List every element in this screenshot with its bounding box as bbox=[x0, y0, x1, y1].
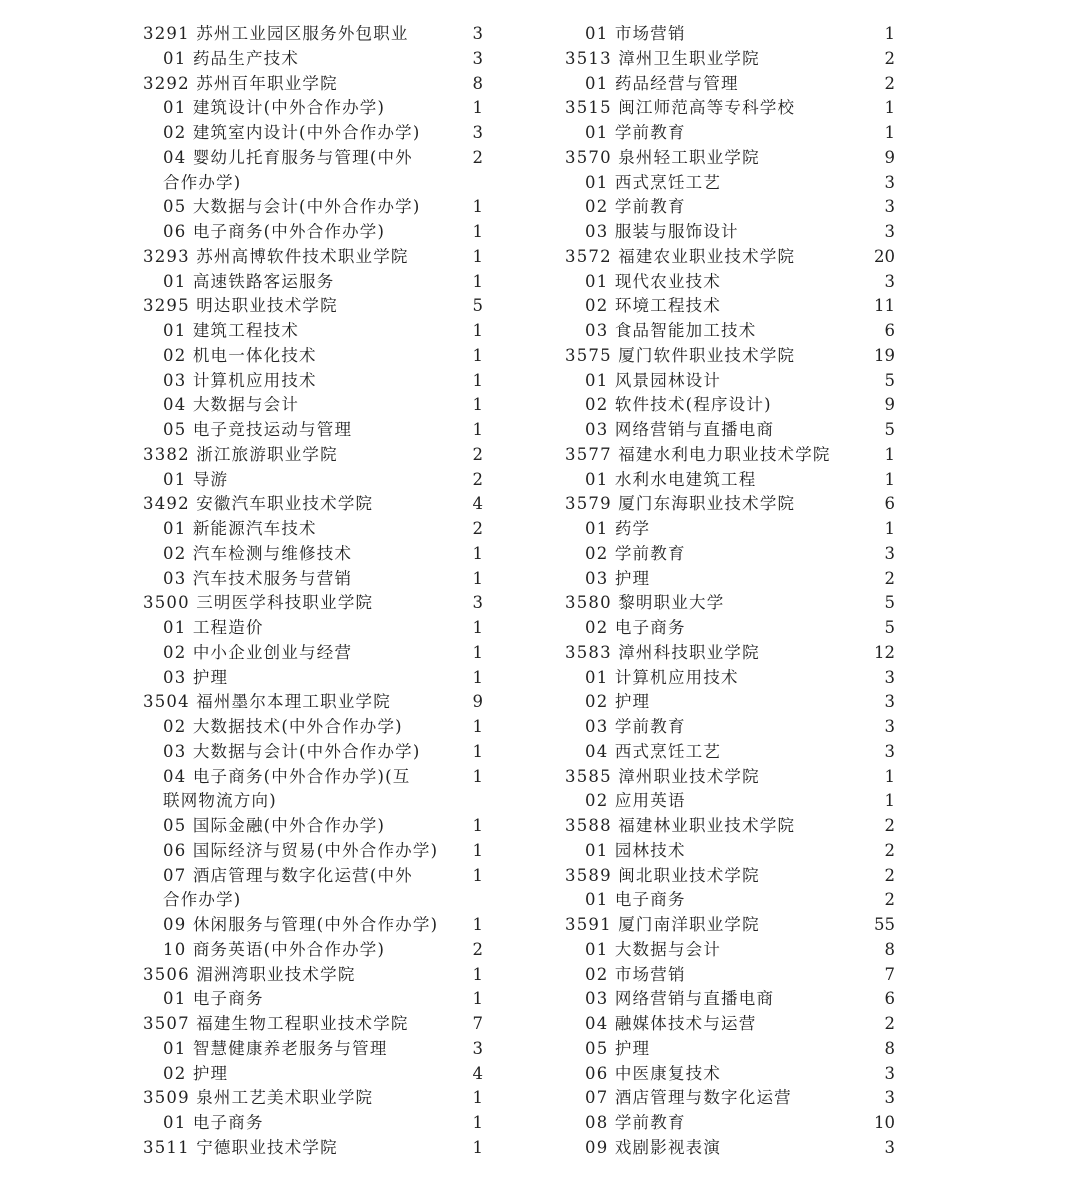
enrollment-count: 10 bbox=[874, 1113, 895, 1132]
program-name: 01 高速铁路客运服务 bbox=[163, 271, 335, 291]
school-name: 3507 福建生物工程职业技术学院 bbox=[143, 1014, 409, 1033]
program-name: 01 电子商务 bbox=[163, 1113, 264, 1132]
school-name: 3509 泉州工艺美术职业学院 bbox=[143, 1088, 374, 1108]
program-row bbox=[565, 542, 895, 567]
program-row bbox=[565, 195, 895, 220]
program-name: 02 护理 bbox=[163, 1063, 229, 1083]
program-name: 联网物流方向) bbox=[163, 791, 277, 811]
enrollment-count: 3 bbox=[472, 48, 483, 68]
enrollment-count: 2 bbox=[472, 469, 483, 489]
program-name: 02 建筑室内设计(中外合作办学) bbox=[163, 123, 421, 142]
program-name: 01 工程造价 bbox=[163, 618, 264, 637]
program-row bbox=[143, 344, 483, 369]
enrollment-count: 6 bbox=[884, 321, 895, 340]
enrollment-count: 2 bbox=[884, 73, 895, 93]
enrollment-count: 1 bbox=[472, 222, 483, 241]
enrollment-count: 5 bbox=[884, 618, 895, 637]
program-row bbox=[565, 666, 895, 691]
enrollment-count: 7 bbox=[884, 964, 895, 984]
school-name: 3506 湄洲湾职业技术学院 bbox=[143, 964, 356, 984]
enrollment-count: 1 bbox=[884, 469, 895, 489]
program-row bbox=[143, 369, 483, 394]
program-name: 01 风景园林设计 bbox=[585, 370, 722, 390]
enrollment-count: 1 bbox=[472, 197, 483, 217]
program-row bbox=[565, 270, 895, 295]
program-name: 03 护理 bbox=[585, 568, 651, 588]
enrollment-count: 8 bbox=[884, 939, 895, 959]
program-name: 02 市场营销 bbox=[585, 964, 686, 984]
program-row bbox=[565, 171, 895, 196]
enrollment-count: 1 bbox=[472, 395, 483, 415]
enrollment-count: 3 bbox=[884, 667, 895, 687]
program-row bbox=[143, 740, 483, 765]
school-row bbox=[565, 591, 895, 616]
program-row bbox=[565, 789, 895, 814]
school-name: 3291 苏州工业园区服务外包职业 bbox=[143, 24, 409, 43]
program-name: 01 药品经营与管理 bbox=[585, 73, 739, 93]
school-row bbox=[143, 294, 483, 319]
program-row bbox=[143, 987, 483, 1012]
program-name: 02 中小企业创业与经营 bbox=[163, 642, 353, 662]
school-name: 3589 闽北职业技术学院 bbox=[565, 865, 760, 885]
program-name: 05 大数据与会计(中外合作办学) bbox=[163, 197, 421, 217]
enrollment-count: 9 bbox=[472, 692, 483, 712]
program-name: 07 酒店管理与数字化运营 bbox=[585, 1088, 792, 1108]
enrollment-count: 5 bbox=[472, 296, 483, 316]
school-row bbox=[565, 96, 895, 121]
enrollment-count: 6 bbox=[884, 989, 895, 1009]
program-name: 01 智慧健康养老服务与管理 bbox=[163, 1038, 388, 1058]
enrollment-count: 1 bbox=[472, 717, 483, 736]
program-row bbox=[143, 220, 483, 245]
program-row bbox=[143, 517, 483, 542]
program-row bbox=[143, 938, 483, 963]
right-column bbox=[565, 22, 895, 1161]
program-row bbox=[565, 839, 895, 864]
enrollment-count: 4 bbox=[472, 1063, 483, 1083]
enrollment-count: 3 bbox=[884, 172, 895, 192]
program-row bbox=[565, 740, 895, 765]
enrollment-count: 1 bbox=[472, 865, 483, 885]
enrollment-count: 1 bbox=[884, 123, 895, 142]
enrollment-count: 3 bbox=[884, 543, 895, 563]
program-row bbox=[143, 1111, 483, 1136]
school-row bbox=[565, 245, 895, 270]
enrollment-count: 1 bbox=[472, 543, 483, 563]
program-row bbox=[143, 864, 483, 889]
program-name: 01 药学 bbox=[585, 519, 651, 538]
enrollment-count: 1 bbox=[884, 98, 895, 118]
program-row bbox=[143, 270, 483, 295]
left-column bbox=[143, 22, 483, 1161]
enrollment-count: 1 bbox=[472, 420, 483, 439]
enrollment-count: 1 bbox=[884, 791, 895, 811]
program-name: 04 融媒体技术与运营 bbox=[585, 1014, 757, 1033]
school-row bbox=[565, 913, 895, 938]
program-name: 02 汽车检测与维修技术 bbox=[163, 543, 353, 563]
program-row bbox=[143, 393, 483, 418]
enrollment-count: 2 bbox=[472, 519, 483, 538]
enrollment-count: 1 bbox=[472, 98, 483, 118]
program-row bbox=[565, 963, 895, 988]
enrollment-count: 6 bbox=[884, 494, 895, 514]
enrollment-count: 1 bbox=[472, 618, 483, 637]
enrollment-count: 3 bbox=[884, 1088, 895, 1108]
program-name: 01 市场营销 bbox=[585, 24, 686, 43]
program-name: 04 电子商务(中外合作办学)(互 bbox=[163, 766, 411, 786]
school-name: 3591 厦门南洋职业学院 bbox=[565, 915, 760, 934]
school-name: 3295 明达职业技术学院 bbox=[143, 296, 338, 316]
program-name: 03 大数据与会计(中外合作办学) bbox=[163, 741, 421, 761]
enrollment-count: 3 bbox=[884, 1137, 895, 1157]
enrollment-count: 2 bbox=[884, 865, 895, 885]
enrollment-count: 8 bbox=[472, 73, 483, 93]
enrollment-count: 12 bbox=[874, 642, 895, 662]
school-row bbox=[565, 344, 895, 369]
school-name: 3579 厦门东海职业技术学院 bbox=[565, 494, 796, 514]
enrollment-count: 5 bbox=[884, 593, 895, 613]
school-row bbox=[565, 814, 895, 839]
enrollment-count: 3 bbox=[884, 197, 895, 217]
enrollment-count: 2 bbox=[884, 48, 895, 68]
program-name: 01 西式烹饪工艺 bbox=[585, 172, 722, 192]
program-name: 01 学前教育 bbox=[585, 123, 686, 142]
program-name: 01 园林技术 bbox=[585, 840, 686, 860]
program-row bbox=[143, 765, 483, 790]
school-row bbox=[565, 443, 895, 468]
school-row bbox=[143, 591, 483, 616]
enrollment-count: 1 bbox=[472, 816, 483, 835]
program-name: 01 现代农业技术 bbox=[585, 271, 722, 291]
program-name: 02 机电一体化技术 bbox=[163, 345, 317, 365]
enrollment-count: 3 bbox=[884, 271, 895, 291]
enrollment-count: 2 bbox=[884, 568, 895, 588]
program-row bbox=[143, 146, 483, 171]
enrollment-count: 1 bbox=[472, 370, 483, 390]
enrollment-count: 1 bbox=[472, 840, 483, 860]
enrollment-count: 1 bbox=[472, 1137, 483, 1157]
enrollment-count: 1 bbox=[472, 989, 483, 1009]
program-name: 03 食品智能加工技术 bbox=[585, 321, 757, 340]
program-row bbox=[565, 987, 895, 1012]
enrollment-count: 2 bbox=[472, 444, 483, 464]
program-row bbox=[143, 567, 483, 592]
program-row bbox=[143, 542, 483, 567]
program-row bbox=[143, 1062, 483, 1087]
program-row bbox=[565, 72, 895, 97]
program-name: 05 国际金融(中外合作办学) bbox=[163, 816, 386, 835]
program-name: 06 电子商务(中外合作办学) bbox=[163, 222, 386, 241]
school-name: 3572 福建农业职业技术学院 bbox=[565, 246, 796, 266]
enrollment-count: 2 bbox=[884, 840, 895, 860]
school-row bbox=[565, 47, 895, 72]
program-row bbox=[565, 1086, 895, 1111]
program-row bbox=[565, 1136, 895, 1161]
school-name: 3570 泉州轻工职业学院 bbox=[565, 147, 760, 167]
program-name: 05 电子竞技运动与管理 bbox=[163, 420, 353, 439]
school-name: 3513 漳州卫生职业学院 bbox=[565, 48, 760, 68]
program-name: 04 西式烹饪工艺 bbox=[585, 741, 722, 761]
program-name: 01 建筑设计(中外合作办学) bbox=[163, 98, 386, 118]
enrollment-count: 5 bbox=[884, 420, 895, 439]
program-row bbox=[143, 715, 483, 740]
enrollment-count: 3 bbox=[884, 717, 895, 736]
program-name: 02 软件技术(程序设计) bbox=[585, 395, 772, 415]
program-name: 01 水利水电建筑工程 bbox=[585, 469, 757, 489]
program-row bbox=[565, 517, 895, 542]
enrollment-count: 8 bbox=[884, 1038, 895, 1058]
enrollment-count: 2 bbox=[884, 816, 895, 835]
program-name: 01 大数据与会计 bbox=[585, 939, 722, 959]
enrollment-count: 1 bbox=[884, 519, 895, 538]
enrollment-count: 1 bbox=[884, 766, 895, 786]
program-name: 06 国际经济与贸易(中外合作办学) bbox=[163, 840, 439, 860]
school-row bbox=[143, 443, 483, 468]
program-name: 03 学前教育 bbox=[585, 717, 686, 736]
school-name: 3492 安徽汽车职业技术学院 bbox=[143, 494, 374, 514]
program-row bbox=[565, 616, 895, 641]
program-row bbox=[143, 641, 483, 666]
continuation-row bbox=[143, 171, 483, 196]
program-row bbox=[143, 96, 483, 121]
enrollment-count: 3 bbox=[884, 222, 895, 241]
program-row bbox=[143, 1037, 483, 1062]
school-name: 3293 苏州高博软件技术职业学院 bbox=[143, 246, 409, 266]
school-name: 3580 黎明职业大学 bbox=[565, 593, 725, 613]
enrollment-count: 3 bbox=[472, 123, 483, 142]
program-name: 01 电子商务 bbox=[163, 989, 264, 1009]
program-name: 09 休闲服务与管理(中外合作办学) bbox=[163, 915, 439, 934]
program-row bbox=[565, 294, 895, 319]
enrollment-count: 11 bbox=[874, 296, 895, 316]
program-row bbox=[565, 1037, 895, 1062]
school-name: 3500 三明医学科技职业学院 bbox=[143, 593, 374, 613]
enrollment-count: 3 bbox=[884, 692, 895, 712]
school-name: 3504 福州墨尔本理工职业学院 bbox=[143, 692, 391, 712]
school-row bbox=[143, 22, 483, 47]
school-name: 3575 厦门软件职业技术学院 bbox=[565, 345, 796, 365]
program-name: 03 护理 bbox=[163, 667, 229, 687]
program-row bbox=[565, 319, 895, 344]
program-row bbox=[565, 715, 895, 740]
program-name: 02 护理 bbox=[585, 692, 651, 712]
continuation-row bbox=[143, 888, 483, 913]
enrollment-count: 1 bbox=[472, 915, 483, 934]
program-row bbox=[143, 319, 483, 344]
program-row bbox=[143, 468, 483, 493]
continuation-row bbox=[143, 789, 483, 814]
program-name: 06 中医康复技术 bbox=[585, 1063, 722, 1083]
program-name: 02 电子商务 bbox=[585, 618, 686, 637]
enrollment-count: 2 bbox=[472, 939, 483, 959]
enrollment-count: 1 bbox=[472, 271, 483, 291]
program-row bbox=[143, 913, 483, 938]
program-row bbox=[143, 839, 483, 864]
program-name: 合作办学) bbox=[163, 172, 242, 192]
program-name: 05 护理 bbox=[585, 1038, 651, 1058]
enrollment-count: 5 bbox=[884, 370, 895, 390]
program-row bbox=[143, 418, 483, 443]
program-row bbox=[143, 616, 483, 641]
enrollment-count: 1 bbox=[472, 642, 483, 662]
program-name: 10 商务英语(中外合作办学) bbox=[163, 939, 386, 959]
program-row bbox=[565, 369, 895, 394]
school-name: 3382 浙江旅游职业学院 bbox=[143, 444, 338, 464]
program-row bbox=[565, 1012, 895, 1037]
school-row bbox=[143, 1136, 483, 1161]
school-row bbox=[143, 1012, 483, 1037]
program-row bbox=[565, 888, 895, 913]
program-name: 02 学前教育 bbox=[585, 197, 686, 217]
program-name: 03 计算机应用技术 bbox=[163, 370, 317, 390]
program-row bbox=[565, 468, 895, 493]
enrollment-count: 7 bbox=[472, 1014, 483, 1033]
program-name: 02 环境工程技术 bbox=[585, 296, 722, 316]
program-row bbox=[143, 814, 483, 839]
enrollment-count: 1 bbox=[472, 321, 483, 340]
enrollment-count: 1 bbox=[884, 444, 895, 464]
school-row bbox=[143, 492, 483, 517]
program-row bbox=[565, 22, 895, 47]
enrollment-count: 1 bbox=[472, 667, 483, 687]
school-row bbox=[565, 146, 895, 171]
program-row bbox=[565, 418, 895, 443]
enrollment-count: 9 bbox=[884, 147, 895, 167]
program-name: 01 药品生产技术 bbox=[163, 48, 300, 68]
school-name: 3588 福建林业职业技术学院 bbox=[565, 816, 796, 835]
enrollment-count: 55 bbox=[874, 915, 895, 934]
enrollment-count: 1 bbox=[472, 568, 483, 588]
program-name: 08 学前教育 bbox=[585, 1113, 686, 1132]
school-row bbox=[565, 641, 895, 666]
school-row bbox=[143, 245, 483, 270]
enrollment-count: 3 bbox=[472, 593, 483, 613]
program-name: 合作办学) bbox=[163, 890, 242, 910]
program-name: 03 网络营销与直播电商 bbox=[585, 989, 775, 1009]
enrollment-count: 1 bbox=[472, 766, 483, 786]
program-name: 02 应用英语 bbox=[585, 791, 686, 811]
program-row bbox=[143, 121, 483, 146]
school-row bbox=[143, 963, 483, 988]
program-row bbox=[565, 690, 895, 715]
program-row bbox=[565, 1062, 895, 1087]
school-row bbox=[143, 72, 483, 97]
school-name: 3515 闽江师范高等专科学校 bbox=[565, 98, 796, 118]
program-row bbox=[565, 121, 895, 146]
enrollment-count: 1 bbox=[472, 964, 483, 984]
program-row bbox=[565, 938, 895, 963]
program-name: 01 新能源汽车技术 bbox=[163, 519, 317, 538]
enrollment-count: 3 bbox=[884, 1063, 895, 1083]
enrollment-count: 1 bbox=[472, 246, 483, 266]
school-row bbox=[143, 690, 483, 715]
enrollment-count: 2 bbox=[884, 1014, 895, 1033]
program-name: 02 学前教育 bbox=[585, 543, 686, 563]
enrollment-count: 2 bbox=[472, 147, 483, 167]
program-name: 01 导游 bbox=[163, 469, 229, 489]
enrollment-count: 2 bbox=[884, 890, 895, 910]
enrollment-count: 1 bbox=[472, 741, 483, 761]
school-name: 3585 漳州职业技术学院 bbox=[565, 766, 760, 786]
school-name: 3577 福建水利电力职业技术学院 bbox=[565, 444, 831, 464]
program-name: 04 大数据与会计 bbox=[163, 395, 300, 415]
program-row bbox=[565, 567, 895, 592]
school-name: 3292 苏州百年职业学院 bbox=[143, 73, 338, 93]
program-name: 02 大数据技术(中外合作办学) bbox=[163, 717, 403, 736]
program-name: 03 汽车技术服务与营销 bbox=[163, 568, 353, 588]
enrollment-count: 9 bbox=[884, 395, 895, 415]
school-name: 3583 漳州科技职业学院 bbox=[565, 642, 760, 662]
enrollment-count: 19 bbox=[874, 345, 895, 365]
program-name: 03 网络营销与直播电商 bbox=[585, 420, 775, 439]
program-name: 04 婴幼儿托育服务与管理(中外 bbox=[163, 147, 413, 167]
program-row bbox=[565, 393, 895, 418]
enrollment-count: 3 bbox=[884, 741, 895, 761]
program-name: 07 酒店管理与数字化运营(中外 bbox=[163, 865, 413, 885]
enrollment-count: 1 bbox=[472, 1088, 483, 1108]
enrollment-count: 3 bbox=[472, 24, 483, 43]
enrollment-count: 20 bbox=[874, 246, 895, 266]
program-name: 03 服装与服饰设计 bbox=[585, 222, 739, 241]
program-row bbox=[143, 195, 483, 220]
enrollment-count: 1 bbox=[884, 24, 895, 43]
school-row bbox=[565, 492, 895, 517]
program-name: 01 建筑工程技术 bbox=[163, 321, 300, 340]
program-row bbox=[143, 666, 483, 691]
program-row bbox=[565, 220, 895, 245]
program-name: 09 戏剧影视表演 bbox=[585, 1137, 722, 1157]
school-row bbox=[565, 864, 895, 889]
program-row bbox=[565, 1111, 895, 1136]
program-row bbox=[143, 47, 483, 72]
school-name: 3511 宁德职业技术学院 bbox=[143, 1137, 338, 1157]
enrollment-count: 3 bbox=[472, 1038, 483, 1058]
enrollment-count: 1 bbox=[472, 1113, 483, 1132]
program-name: 01 电子商务 bbox=[585, 890, 686, 910]
enrollment-count: 1 bbox=[472, 345, 483, 365]
school-row bbox=[143, 1086, 483, 1111]
program-name: 01 计算机应用技术 bbox=[585, 667, 739, 687]
enrollment-count: 4 bbox=[472, 494, 483, 514]
school-row bbox=[565, 765, 895, 790]
